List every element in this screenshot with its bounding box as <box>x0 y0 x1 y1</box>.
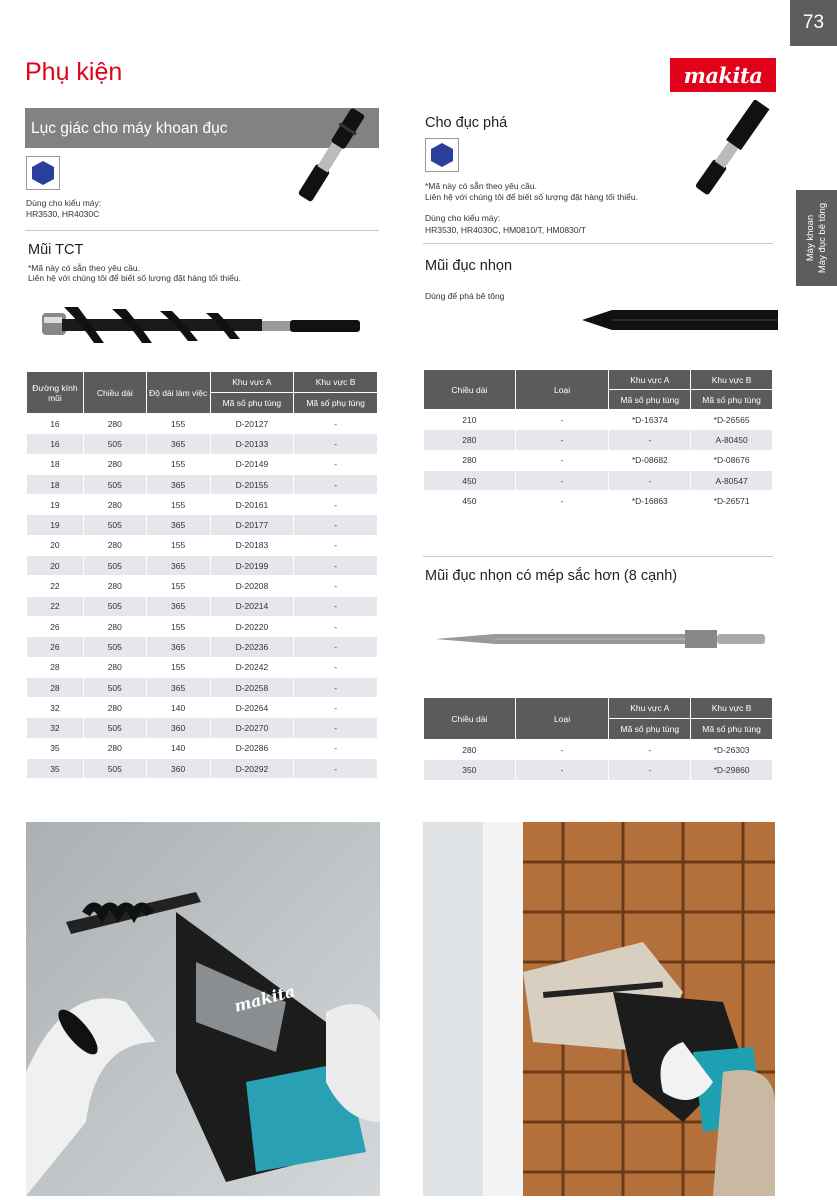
cell-part-no-a: - <box>609 740 691 760</box>
cell-type: - <box>515 470 609 490</box>
cell-length: 505 <box>83 515 146 535</box>
table-row <box>424 491 773 511</box>
right-compat-label: Dùng cho kiểu máy: <box>425 213 501 223</box>
cell-part-no-b: - <box>294 738 378 758</box>
table-row <box>424 450 773 470</box>
table-row <box>27 718 378 738</box>
cell-diameter: 26 <box>27 637 84 657</box>
col-zone-b: Khu vực B <box>691 698 773 719</box>
sharp-table <box>423 697 773 781</box>
hex-symbol-icon <box>26 156 60 190</box>
cell-type: - <box>515 450 609 470</box>
col-part-no-b: Mã số phụ tùng <box>691 719 773 740</box>
cell-part-no-a: D-20258 <box>210 677 294 697</box>
tct-table <box>26 371 378 779</box>
left-compat-label: Dùng cho kiểu máy: <box>26 198 102 208</box>
col-zone-a: Khu vực A <box>210 372 294 393</box>
cell-length: 210 <box>424 410 516 430</box>
table-row <box>27 677 378 697</box>
col-zone-a: Khu vực A <box>609 698 691 719</box>
pointed-chisel-image <box>582 306 780 334</box>
table-row <box>27 738 378 758</box>
col-zone-b: Khu vực B <box>691 370 773 390</box>
cell-part-no-a: - <box>609 470 691 490</box>
table-row <box>27 576 378 596</box>
cell-diameter: 35 <box>27 738 84 758</box>
table-row <box>27 535 378 555</box>
cell-part-no-a: D-20292 <box>210 759 294 779</box>
cell-part-no-a: D-20177 <box>210 515 294 535</box>
cell-part-no-b: *D-29860 <box>691 760 773 780</box>
chisel-hex-shank-icon <box>680 100 780 200</box>
photo-chiseling <box>423 822 775 1196</box>
cell-working-length: 365 <box>146 677 210 697</box>
cell-type: - <box>515 740 609 760</box>
cell-diameter: 28 <box>27 677 84 697</box>
cell-type: - <box>515 760 609 780</box>
cell-diameter: 20 <box>27 535 84 555</box>
cell-type: - <box>515 410 609 430</box>
cell-part-no-b: - <box>294 454 378 474</box>
cell-part-no-b: - <box>294 434 378 454</box>
side-tab[interactable] <box>796 190 837 286</box>
col-zone-b: Khu vực B <box>294 372 378 393</box>
cell-length: 505 <box>83 637 146 657</box>
col-type: Loại <box>515 370 609 410</box>
cell-length: 280 <box>83 698 146 718</box>
cell-diameter: 32 <box>27 718 84 738</box>
makita-logo: makita <box>670 58 776 92</box>
cell-diameter: 19 <box>27 495 84 515</box>
cell-part-no-b: *D-26303 <box>691 740 773 760</box>
cell-part-no-a: D-20286 <box>210 738 294 758</box>
col-length: Chiều dài <box>424 698 516 740</box>
table-row <box>424 470 773 490</box>
cell-part-no-a: D-20242 <box>210 657 294 677</box>
table-row <box>27 454 378 474</box>
cell-part-no-a: D-20214 <box>210 596 294 616</box>
col-length: Chiều dài <box>424 370 516 410</box>
table-row <box>424 760 773 780</box>
cell-part-no-b: - <box>294 556 378 576</box>
divider <box>423 556 773 557</box>
octagonal-chisel-image <box>435 626 767 652</box>
cell-part-no-a: D-20264 <box>210 698 294 718</box>
cell-part-no-a: D-20133 <box>210 434 294 454</box>
table-row <box>27 596 378 616</box>
side-tab-line2: Máy đục bê tông <box>816 202 828 274</box>
pointed-title: Mũi đục nhọn <box>425 258 513 274</box>
cell-diameter: 20 <box>27 556 84 576</box>
table-row <box>27 434 378 454</box>
table-row <box>27 556 378 576</box>
cell-diameter: 16 <box>27 414 84 434</box>
table-row <box>27 616 378 636</box>
table-row <box>27 474 378 494</box>
cell-length: 450 <box>424 491 516 511</box>
col-part-no-a: Mã số phụ tùng <box>210 393 294 414</box>
cell-working-length: 365 <box>146 556 210 576</box>
cell-diameter: 19 <box>27 515 84 535</box>
cell-length: 505 <box>83 556 146 576</box>
cell-diameter: 16 <box>27 434 84 454</box>
cell-working-length: 155 <box>146 414 210 434</box>
cell-working-length: 155 <box>146 576 210 596</box>
table-row <box>27 759 378 779</box>
sharp-title: Mũi đục nhọn có mép sắc hơn (8 cạnh) <box>425 568 678 584</box>
cell-working-length: 140 <box>146 698 210 718</box>
cell-length: 280 <box>83 738 146 758</box>
cell-diameter: 18 <box>27 454 84 474</box>
cell-length: 280 <box>424 430 516 450</box>
table-row <box>424 410 773 430</box>
cell-diameter: 18 <box>27 474 84 494</box>
cell-part-no-a: D-20149 <box>210 454 294 474</box>
cell-length: 505 <box>83 434 146 454</box>
right-hex-symbol-icon <box>425 138 459 172</box>
tct-note-line2: Liên hệ với chúng tôi để biết số lượng đặt hàng tối thiểu. <box>28 273 241 283</box>
cell-part-no-b: *D-26571 <box>691 491 773 511</box>
cell-part-no-a: D-20220 <box>210 616 294 636</box>
cell-part-no-a: D-20155 <box>210 474 294 494</box>
table-row <box>27 657 378 677</box>
col-type: Loại <box>515 698 609 740</box>
cell-length: 505 <box>83 596 146 616</box>
cell-part-no-b: - <box>294 515 378 535</box>
page-title: Phụ kiện <box>25 58 123 86</box>
cell-length: 280 <box>83 657 146 677</box>
cell-working-length: 365 <box>146 515 210 535</box>
cell-part-no-a: D-20270 <box>210 718 294 738</box>
cell-length: 505 <box>83 677 146 697</box>
cell-part-no-a: *D-16863 <box>609 491 691 511</box>
cell-working-length: 365 <box>146 637 210 657</box>
table-row <box>424 430 773 450</box>
tct-title: Mũi TCT <box>28 242 84 258</box>
cell-working-length: 360 <box>146 759 210 779</box>
cell-part-no-a: - <box>609 430 691 450</box>
cell-length: 505 <box>83 474 146 494</box>
cell-length: 280 <box>83 576 146 596</box>
right-note-line2: Liên hệ với chúng tôi để biết số lượng đặt hàng tối thiểu. <box>425 192 638 202</box>
cell-working-length: 365 <box>146 596 210 616</box>
pointed-desc: Dùng để phá bê tông <box>425 291 505 301</box>
cell-part-no-a: D-20161 <box>210 495 294 515</box>
col-diameter: Đường kính mũi <box>27 372 84 414</box>
cell-working-length: 360 <box>146 718 210 738</box>
col-part-no-b: Mã số phụ tùng <box>691 390 773 410</box>
right-section-title: Cho đục phá <box>425 115 508 131</box>
side-tab-line1: Máy khoan <box>804 214 816 262</box>
cell-diameter: 26 <box>27 616 84 636</box>
cell-length: 280 <box>424 450 516 470</box>
cell-working-length: 155 <box>146 616 210 636</box>
col-part-no-a: Mã số phụ tùng <box>609 719 691 740</box>
divider <box>423 243 773 244</box>
tct-drill-bit-image <box>42 303 360 351</box>
cell-part-no-b: - <box>294 576 378 596</box>
col-working-length: Độ dài làm việc <box>146 372 210 414</box>
cell-part-no-b: - <box>294 637 378 657</box>
cell-part-no-b: - <box>294 657 378 677</box>
cell-part-no-b: - <box>294 414 378 434</box>
cell-part-no-b: - <box>294 495 378 515</box>
cell-diameter: 35 <box>27 759 84 779</box>
cell-length: 280 <box>83 616 146 636</box>
left-compat-models: HR3530, HR4030C <box>26 209 100 219</box>
cell-part-no-a: D-20208 <box>210 576 294 596</box>
cell-length: 280 <box>83 454 146 474</box>
cell-working-length: 155 <box>146 495 210 515</box>
cell-part-no-b: - <box>294 759 378 779</box>
table-row <box>27 515 378 535</box>
cell-part-no-b: A-80547 <box>691 470 773 490</box>
cell-working-length: 155 <box>146 657 210 677</box>
cell-length: 280 <box>83 535 146 555</box>
cell-diameter: 32 <box>27 698 84 718</box>
cell-part-no-b: - <box>294 616 378 636</box>
cell-working-length: 155 <box>146 454 210 474</box>
col-part-no-b: Mã số phụ tùng <box>294 393 378 414</box>
page-number: 73 <box>790 0 837 46</box>
cell-type: - <box>515 430 609 450</box>
cell-working-length: 155 <box>146 535 210 555</box>
right-note-line1: *Mã này có sẵn theo yêu cầu. <box>425 181 537 191</box>
cell-part-no-b: *D-26565 <box>691 410 773 430</box>
cell-length: 505 <box>83 759 146 779</box>
cell-length: 280 <box>83 495 146 515</box>
divider <box>25 230 379 231</box>
cell-diameter: 22 <box>27 576 84 596</box>
cell-part-no-b: - <box>294 474 378 494</box>
table-row <box>27 414 378 434</box>
col-length: Chiều dài <box>83 372 146 414</box>
cell-length: 350 <box>424 760 516 780</box>
cell-type: - <box>515 491 609 511</box>
cell-part-no-a: *D-08682 <box>609 450 691 470</box>
cell-part-no-a: D-20183 <box>210 535 294 555</box>
cell-part-no-b: A-80450 <box>691 430 773 450</box>
cell-length: 280 <box>424 740 516 760</box>
cell-working-length: 365 <box>146 474 210 494</box>
tct-note-line1: *Mã này có sẵn theo yêu cầu. <box>28 263 140 273</box>
cell-part-no-b: - <box>294 698 378 718</box>
cell-length: 280 <box>83 414 146 434</box>
right-compat-models: HR3530, HR4030C, HM0810/T, HM0830/T <box>425 225 587 235</box>
hex-shank-icon <box>282 106 382 202</box>
cell-working-length: 365 <box>146 434 210 454</box>
cell-part-no-a: D-20127 <box>210 414 294 434</box>
table-row <box>27 698 378 718</box>
table-row <box>27 495 378 515</box>
svg-text:makita: makita <box>232 981 298 1016</box>
cell-length: 505 <box>83 718 146 738</box>
cell-part-no-a: *D-16374 <box>609 410 691 430</box>
cell-working-length: 140 <box>146 738 210 758</box>
cell-part-no-b: - <box>294 535 378 555</box>
cell-part-no-b: *D-08676 <box>691 450 773 470</box>
col-zone-a: Khu vực A <box>609 370 691 390</box>
col-part-no-a: Mã số phụ tùng <box>609 390 691 410</box>
cell-part-no-a: D-20236 <box>210 637 294 657</box>
left-section-title: Lục giác cho máy khoan đục <box>25 108 379 148</box>
cell-part-no-a: - <box>609 760 691 780</box>
cell-length: 450 <box>424 470 516 490</box>
cell-diameter: 22 <box>27 596 84 616</box>
cell-part-no-b: - <box>294 596 378 616</box>
table-row <box>424 740 773 760</box>
cell-part-no-a: D-20199 <box>210 556 294 576</box>
table-row <box>27 637 378 657</box>
cell-part-no-b: - <box>294 677 378 697</box>
cell-part-no-b: - <box>294 718 378 738</box>
photo-drilling <box>26 822 380 1196</box>
cell-diameter: 28 <box>27 657 84 677</box>
pointed-table <box>423 369 773 511</box>
